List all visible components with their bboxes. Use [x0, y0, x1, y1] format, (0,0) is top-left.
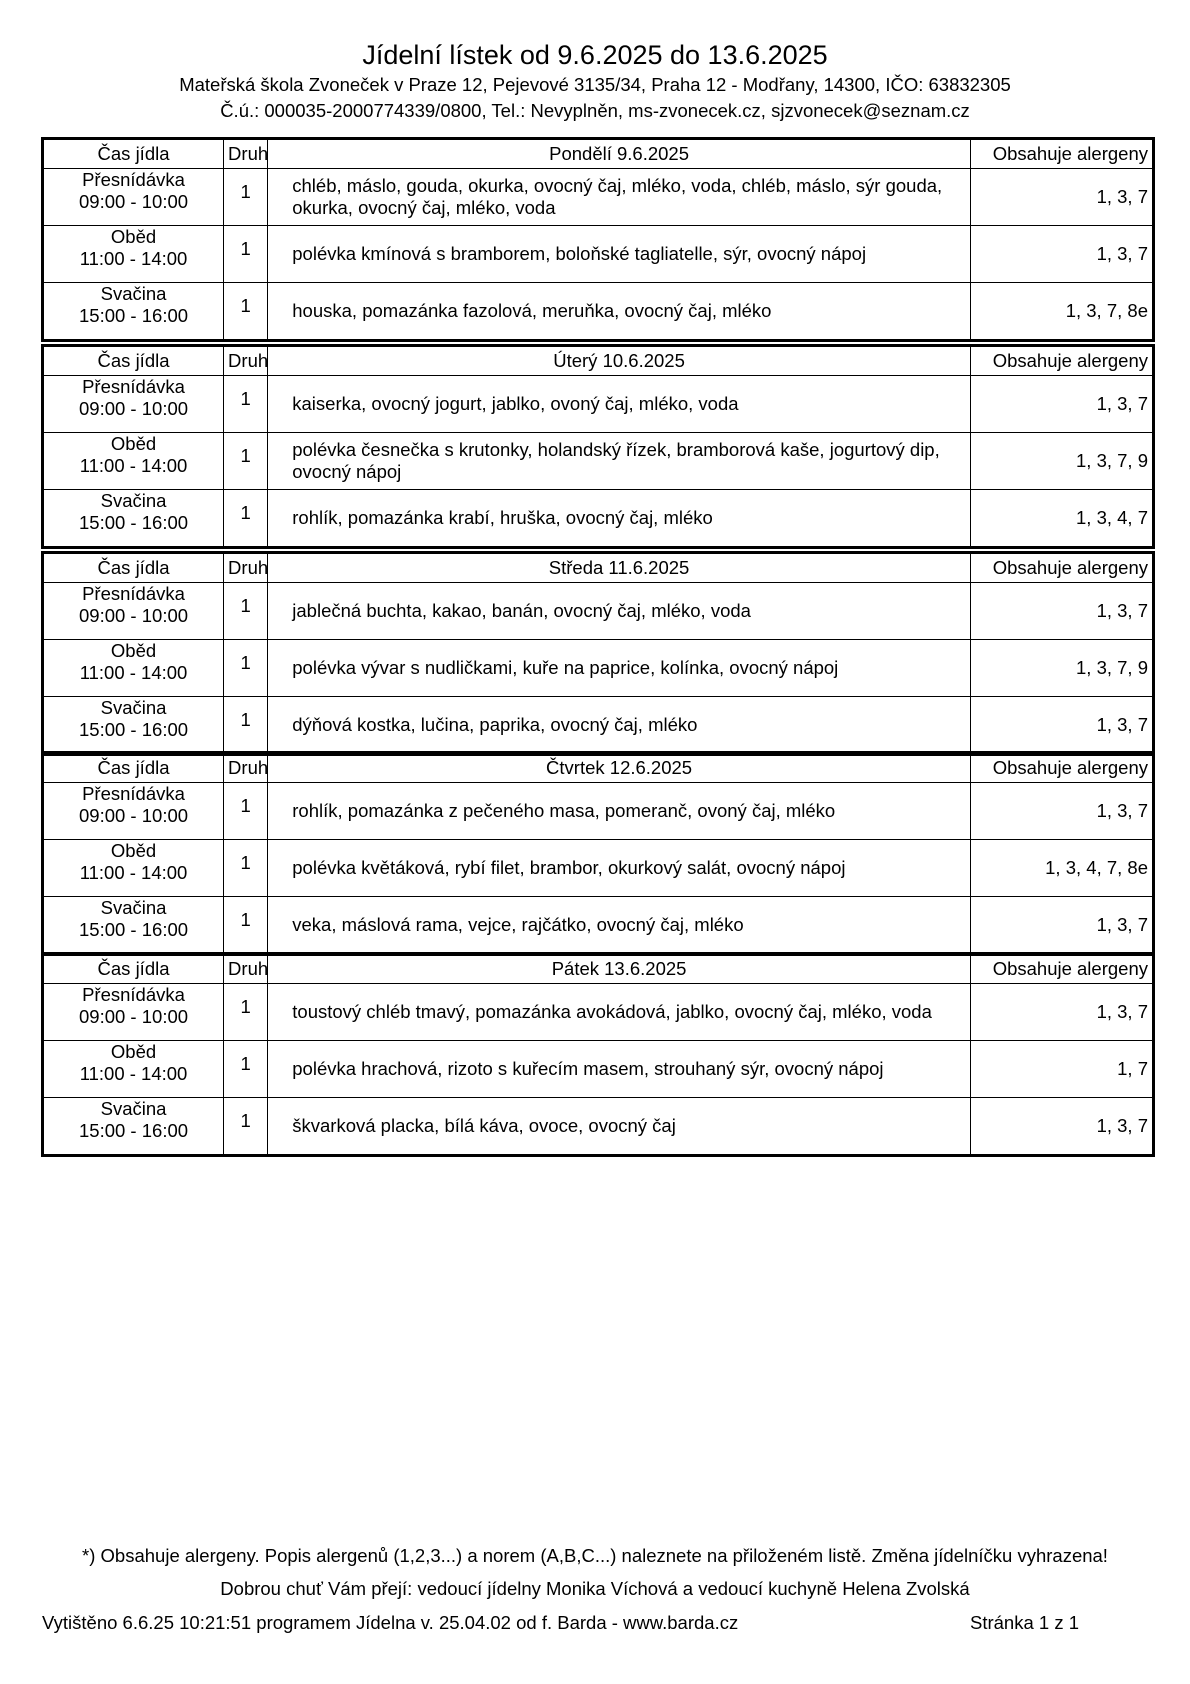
column-header-kind: Druh [224, 346, 268, 376]
meal-hours: 09:00 - 10:00 [79, 805, 189, 826]
meal-kind: 1 [224, 169, 268, 226]
greeting-line: Dobrou chuť Vám přejí: vedoucí jídelny Monika Víchová a vedoucí kuchyně Helena Zvolská [220, 1578, 970, 1599]
meal-time-cell [43, 169, 224, 226]
meal-row [43, 783, 1154, 840]
meal-food: polévka česnečka s krutonky, holandský řízek, bramborová kaše, jogurtový dip, ovocný nápoj [268, 433, 971, 490]
meal-row [43, 169, 1154, 226]
meal-hours: 09:00 - 10:00 [79, 398, 189, 419]
meal-name: Svačina [100, 897, 167, 918]
meal-time-cell [43, 583, 224, 640]
meal-hours: 15:00 - 16:00 [79, 919, 189, 940]
meal-time-cell [43, 376, 224, 433]
meal-kind: 1 [224, 984, 268, 1041]
meal-food: houska, pomazánka fazolová, meruňka, ovocný čaj, mléko [268, 283, 971, 341]
meal-allergens: 1, 3, 7 [970, 1098, 1153, 1156]
meal-kind: 1 [224, 283, 268, 341]
meal-kind: 1 [224, 583, 268, 640]
meal-time-cell [43, 840, 224, 897]
meal-kind: 1 [224, 433, 268, 490]
meal-food: toustový chléb tmavý, pomazánka avokádová, jablko, ovocný čaj, mléko, voda [268, 984, 971, 1041]
page-title: Jídelní lístek od 9.6.2025 do 13.6.2025 [362, 40, 828, 70]
meal-hours: 09:00 - 10:00 [79, 1006, 189, 1027]
meal-food: polévka vývar s nudličkami, kuře na paprice, kolínka, ovocný nápoj [268, 640, 971, 697]
meal-name: Oběd [110, 226, 157, 247]
meal-name: Přesnídávka [82, 376, 185, 397]
meal-hours: 09:00 - 10:00 [79, 191, 189, 212]
meal-time-cell [43, 783, 224, 840]
meal-allergens: 1, 3, 7 [970, 697, 1153, 755]
page-number: Stránka 1 z 1 [970, 1612, 1080, 1633]
day-heading: Čtvrtek 12.6.2025 [268, 753, 971, 783]
meal-row [43, 640, 1154, 697]
column-header-kind: Druh [224, 753, 268, 783]
meal-allergens: 1, 3, 7 [970, 169, 1153, 226]
meal-allergens: 1, 3, 4, 7, 8e [970, 840, 1153, 897]
meal-hours: 11:00 - 14:00 [79, 862, 188, 883]
column-header-allergens: Obsahuje alergeny [970, 139, 1153, 169]
meal-allergens: 1, 3, 7 [970, 376, 1153, 433]
school-address: Mateřská škola Zvoneček v Praze 12, Pejevové 3135/34, Praha 12 - Modřany, 14300, IČO: 63832305 [179, 74, 1011, 95]
meal-time-cell [43, 433, 224, 490]
meal-name: Svačina [100, 283, 167, 304]
allergen-note: *) Obsahuje alergeny. Popis alergenů (1,2,3...) a norem (A,B,C...) naleznete na přiloženém listě. Změna jídelníčku vyhrazena! [82, 1545, 1108, 1566]
meal-name: Svačina [100, 697, 167, 718]
meal-time-cell [43, 640, 224, 697]
meal-name: Přesnídávka [82, 783, 185, 804]
meal-row [43, 490, 1154, 548]
day-menu-table [41, 137, 1155, 342]
column-header-allergens: Obsahuje alergeny [970, 753, 1153, 783]
meal-allergens: 1, 3, 7 [970, 984, 1153, 1041]
meal-kind: 1 [224, 226, 268, 283]
meal-food: rohlík, pomazánka z pečeného masa, pomeranč, ovoný čaj, mléko [268, 783, 971, 840]
meal-kind: 1 [224, 897, 268, 955]
meal-name: Svačina [100, 490, 167, 511]
document-header [0, 38, 1190, 124]
day-menu-table [41, 751, 1155, 956]
meal-time-cell [43, 283, 224, 341]
meal-time-cell [43, 897, 224, 955]
meal-hours: 15:00 - 16:00 [79, 512, 189, 533]
column-header-kind: Druh [224, 954, 268, 984]
meal-hours: 09:00 - 10:00 [79, 605, 189, 626]
meal-food: rohlík, pomazánka krabí, hruška, ovocný čaj, mléko [268, 490, 971, 548]
meal-food: škvarková placka, bílá káva, ovoce, ovocný čaj [268, 1098, 971, 1156]
meal-row [43, 433, 1154, 490]
meal-kind: 1 [224, 376, 268, 433]
print-info: Vytištěno 6.6.25 10:21:51 programem Jídelna v. 25.04.02 od f. Barda - www.barda.cz [42, 1612, 739, 1633]
table-header-row [43, 139, 1154, 169]
meal-hours: 11:00 - 14:00 [79, 1063, 188, 1084]
meal-name: Přesnídávka [82, 583, 185, 604]
meal-name: Oběd [110, 433, 157, 454]
meal-hours: 15:00 - 16:00 [79, 719, 189, 740]
meal-time-cell [43, 1098, 224, 1156]
meal-row [43, 984, 1154, 1041]
meal-food: polévka květáková, rybí filet, brambor, okurkový salát, ovocný nápoj [268, 840, 971, 897]
meal-kind: 1 [224, 490, 268, 548]
table-header-row [43, 954, 1154, 984]
column-header-time: Čas jídla [43, 954, 224, 984]
meal-name: Přesnídávka [82, 169, 185, 190]
meal-hours: 11:00 - 14:00 [79, 455, 188, 476]
meal-food: jablečná buchta, kakao, banán, ovocný čaj, mléko, voda [268, 583, 971, 640]
meal-allergens: 1, 3, 7 [970, 226, 1153, 283]
meal-row [43, 1041, 1154, 1098]
school-contacts: Č.ú.: 000035-2000774339/0800, Tel.: Nevyplněn, ms-zvonecek.cz, sjzvonecek@seznam.cz [220, 100, 970, 121]
meal-allergens: 1, 3, 7 [970, 583, 1153, 640]
meal-row [43, 376, 1154, 433]
meal-food: dýňová kostka, lučina, paprika, ovocný čaj, mléko [268, 697, 971, 755]
column-header-time: Čas jídla [43, 139, 224, 169]
meal-time-cell [43, 226, 224, 283]
column-header-time: Čas jídla [43, 553, 224, 583]
column-header-kind: Druh [224, 139, 268, 169]
table-header-row [43, 553, 1154, 583]
meal-hours: 15:00 - 16:00 [79, 1120, 189, 1141]
column-header-time: Čas jídla [43, 753, 224, 783]
column-header-allergens: Obsahuje alergeny [970, 553, 1153, 583]
meal-time-cell [43, 984, 224, 1041]
meal-allergens: 1, 3, 7 [970, 783, 1153, 840]
meal-row [43, 897, 1154, 955]
meal-time-cell [43, 490, 224, 548]
meal-time-cell [43, 1041, 224, 1098]
column-header-kind: Druh [224, 553, 268, 583]
meal-allergens: 1, 3, 7 [970, 897, 1153, 955]
meal-kind: 1 [224, 1098, 268, 1156]
meal-kind: 1 [224, 1041, 268, 1098]
meal-allergens: 1, 3, 7, 9 [970, 640, 1153, 697]
meal-allergens: 1, 7 [970, 1041, 1153, 1098]
meal-food: veka, máslová rama, vejce, rajčátko, ovocný čaj, mléko [268, 897, 971, 955]
table-header-row [43, 753, 1154, 783]
meal-row [43, 583, 1154, 640]
meal-row [43, 226, 1154, 283]
meal-allergens: 1, 3, 7, 9 [970, 433, 1153, 490]
meal-name: Oběd [110, 640, 157, 661]
table-header-row [43, 346, 1154, 376]
column-header-allergens: Obsahuje alergeny [970, 346, 1153, 376]
day-heading: Úterý 10.6.2025 [268, 346, 971, 376]
meal-row [43, 1098, 1154, 1156]
day-menu-table [41, 344, 1155, 549]
meal-allergens: 1, 3, 7, 8e [970, 283, 1153, 341]
meal-row [43, 840, 1154, 897]
meal-kind: 1 [224, 697, 268, 755]
meal-name: Přesnídávka [82, 984, 185, 1005]
day-menu-table [41, 551, 1155, 756]
meal-kind: 1 [224, 840, 268, 897]
meal-hours: 11:00 - 14:00 [79, 662, 188, 683]
meal-food: chléb, máslo, gouda, okurka, ovocný čaj, mléko, voda, chléb, máslo, sýr gouda, okurka, ovocný čaj, mléko, voda [268, 169, 971, 226]
meal-hours: 15:00 - 16:00 [79, 305, 189, 326]
day-heading: Pátek 13.6.2025 [268, 954, 971, 984]
day-heading: Pondělí 9.6.2025 [268, 139, 971, 169]
meal-name: Oběd [110, 1041, 157, 1062]
day-heading: Středa 11.6.2025 [268, 553, 971, 583]
meal-kind: 1 [224, 640, 268, 697]
meal-food: polévka kmínová s bramborem, boloňské tagliatelle, sýr, ovocný nápoj [268, 226, 971, 283]
meal-time-cell [43, 697, 224, 755]
meal-name: Oběd [110, 840, 157, 861]
column-header-allergens: Obsahuje alergeny [970, 954, 1153, 984]
meal-hours: 11:00 - 14:00 [79, 248, 188, 269]
meal-allergens: 1, 3, 4, 7 [970, 490, 1153, 548]
column-header-time: Čas jídla [43, 346, 224, 376]
day-menu-table [41, 952, 1155, 1157]
meal-row [43, 283, 1154, 341]
meal-food: kaiserka, ovocný jogurt, jablko, ovoný čaj, mléko, voda [268, 376, 971, 433]
meal-row [43, 697, 1154, 755]
meal-kind: 1 [224, 783, 268, 840]
meal-name: Svačina [100, 1098, 167, 1119]
meal-food: polévka hrachová, rizoto s kuřecím masem, strouhaný sýr, ovocný nápoj [268, 1041, 971, 1098]
